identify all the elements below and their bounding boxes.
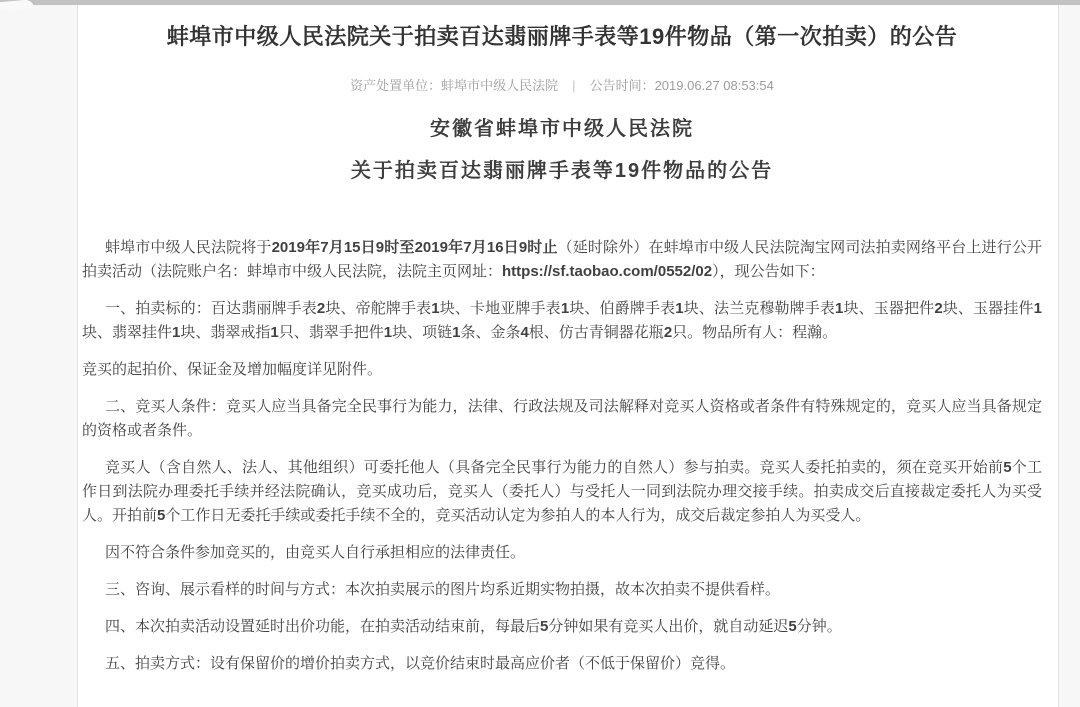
window-top-edge — [0, 0, 1080, 5]
window-top-edge-notch — [0, 0, 34, 12]
asset-unit-value: 蚌埠市中级人民法院 — [441, 78, 559, 93]
paragraph-clipped: 五、拍卖方式：设有保留价的增价拍卖方式，以竞价结束时最高应价者（不低于保留价）竞得。 — [105, 655, 736, 672]
court-name-heading: 安徽省蚌埠市中级人民法院 — [430, 118, 694, 140]
page-title: 蚌埠市中级人民法院关于拍卖百达翡丽牌手表等19件物品（第一次拍卖）的公告 — [166, 24, 958, 49]
announce-time-value: 2019.06.27 08:53:54 — [654, 78, 774, 93]
paragraph: 一、拍卖标的：百达翡丽牌手表2块、帝舵牌手表1块、卡地亚牌手表1块、伯爵牌手表1块、法兰克穆勒牌手表1块、玉器把件2块、玉器挂件1块、翡翠挂件1块、翡翠戒指1只、翡翠手把件1块、项链1条、金条4根、仿古青铜器花瓶2只。物品所有人：程瀚。 — [82, 300, 1042, 341]
announcement-body — [82, 236, 1042, 676]
paragraph: 竞买的起拍价、保证金及增加幅度详见附件。 — [82, 361, 383, 378]
meta-separator: | — [572, 78, 576, 93]
announce-time-label: 公告时间： — [589, 78, 655, 93]
announcement-subject-heading: 关于拍卖百达翡丽牌手表等19件物品的公告 — [350, 160, 774, 182]
paragraph: 四、本次拍卖活动设置延时出价功能，在拍卖活动结束前，每最后5分钟如果有竞买人出价，就自动延迟5分钟。 — [105, 618, 842, 635]
paragraph: 二、竞买人条件：竞买人应当具备完全民事行为能力，法律、行政法规及司法解释对竞买人资格或者条件有特殊规定的，竞买人应当具备规定的资格或者条件。 — [82, 398, 1042, 439]
announcement-page — [77, 5, 1059, 707]
paragraph: 竞买人（含自然人、法人、其他组织）可委托他人（具备完全民事行为能力的自然人）参与拍卖。竞买人委托拍卖的，须在竞买开始前5个工作日到法院办理委托手续并经法院确认，竞买成功后，竞买人（委托人）与受托人一同到法院办理交接手续。拍卖成交后直接裁定委托人为买受人。开拍前5个工作日无委托手续或委托手续不全的，竞买活动认定为参拍人的本人行为，成交后裁定参拍人为买受人。 — [82, 459, 1042, 524]
asset-unit-label: 资产处置单位： — [350, 78, 442, 93]
announcement-meta — [82, 77, 1042, 94]
paragraph: 因不符合条件参加竞买的，由竞买人自行承担相应的法律责任。 — [105, 544, 526, 561]
paragraph: 蚌埠市中级人民法院将于2019年7月15日9时至2019年7月16日9时止（延时除外）在蚌埠市中级人民法院淘宝网司法拍卖网络平台上进行公开拍卖活动（法院账户名：蚌埠市中级人民法院，法院主页网址：https://sf.taobao.com/0552/02），现公告如下： — [82, 239, 1042, 280]
paragraph: 三、咨询、展示看样的时间与方式：本次拍卖展示的图片均系近期实物拍摄，故本次拍卖不提供看样。 — [105, 581, 781, 598]
